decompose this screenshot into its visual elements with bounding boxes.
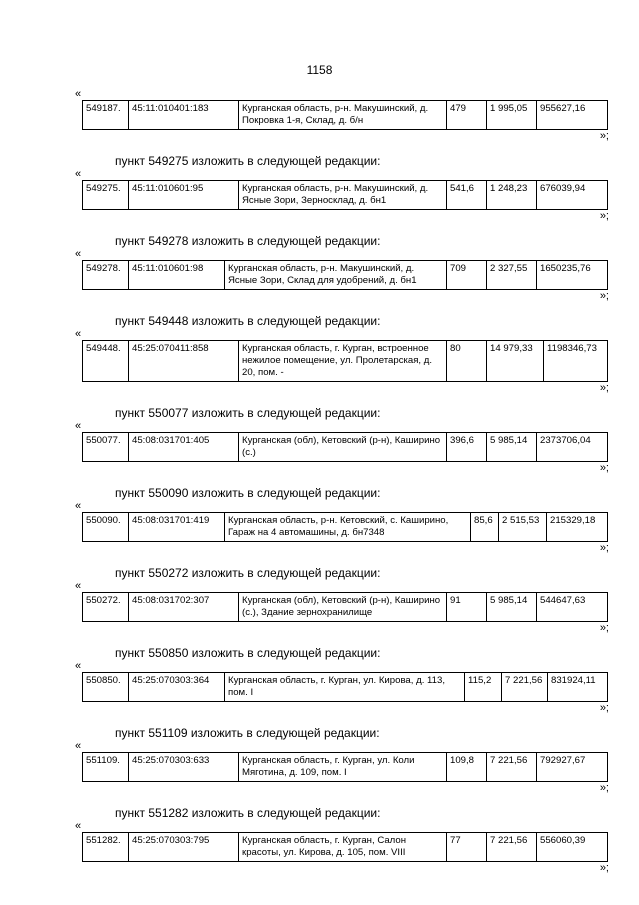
cadastral-number-cell: 45:25:070303:633	[129, 753, 239, 782]
amendment-instruction: пункт 550090 изложить в следующей редакции:	[115, 486, 381, 500]
address-cell: Курганская область, г. Курган, ул. Кирова, д. 113, пом. I	[225, 673, 465, 702]
address-cell: Курганская область, г. Курган, ул. Коли Мяготина, д. 109, пом. I	[239, 753, 447, 782]
close-quote: »;	[599, 382, 609, 394]
area-cell: 541,6	[447, 181, 487, 210]
cadastral-number-cell: 45:11:010401:183	[129, 101, 239, 130]
cadastral-value-cell: 215329,18	[547, 513, 608, 542]
item-number-cell: 550090.	[83, 513, 129, 542]
cadastral-value-cell: 556060,39	[537, 833, 608, 862]
area-cell: 479	[447, 101, 487, 130]
property-table	[82, 832, 608, 862]
cadastral-number-cell: 45:25:070303:795	[129, 833, 239, 862]
area-cell: 709	[447, 261, 487, 290]
table-row	[83, 433, 608, 462]
cadastral-price-cell: 1 248,23	[487, 181, 537, 210]
amendment-instruction: пункт 549275 изложить в следующей редакции:	[115, 154, 381, 168]
open-quote: «	[75, 248, 82, 260]
close-quote: »;	[599, 130, 609, 142]
area-cell: 91	[447, 593, 487, 622]
cadastral-number-cell: 45:11:010601:95	[129, 181, 239, 210]
property-table	[82, 432, 608, 462]
area-cell: 77	[447, 833, 487, 862]
table-row	[83, 261, 608, 290]
cadastral-number-cell: 45:08:031701:419	[129, 513, 225, 542]
table-row	[83, 593, 608, 622]
cadastral-number-cell: 45:11:010601:98	[129, 261, 225, 290]
amendment-instruction: пункт 551109 изложить в следующей редакции:	[115, 726, 380, 740]
page-number: 1158	[306, 63, 333, 77]
property-table	[82, 180, 608, 210]
cadastral-price-cell: 7 221,56	[502, 673, 548, 702]
item-number-cell: 551109.	[83, 753, 129, 782]
area-cell: 115,2	[465, 673, 502, 702]
item-number-cell: 550077.	[83, 433, 129, 462]
item-number-cell: 549278.	[83, 261, 129, 290]
amendment-instruction: пункт 550850 изложить в следующей редакции:	[115, 646, 381, 660]
cadastral-price-cell: 7 221,56	[487, 753, 537, 782]
cadastral-price-cell: 5 985,14	[487, 593, 537, 622]
cadastral-value-cell: 544647,63	[537, 593, 608, 622]
address-cell: Курганская область, р-н. Макушинский, д. Ясные Зори, Зерносклад, д. бн1	[239, 181, 447, 210]
close-quote: »;	[599, 702, 609, 714]
open-quote: «	[75, 820, 82, 832]
document-body	[0, 88, 639, 876]
table-row	[83, 181, 608, 210]
cadastral-price-cell: 2 327,55	[487, 261, 537, 290]
cadastral-value-cell: 1198346,73	[544, 341, 608, 382]
property-table	[82, 592, 608, 622]
open-quote: «	[75, 420, 82, 432]
amendment-instruction: пункт 550272 изложить в следующей редакции:	[115, 566, 381, 580]
address-cell: Курганская область, р-н. Макушинский, д. Покровка 1-я, Склад, д. б/н	[239, 101, 447, 130]
area-cell: 85,6	[471, 513, 499, 542]
cadastral-price-cell: 5 985,14	[487, 433, 537, 462]
area-cell: 109,8	[447, 753, 487, 782]
item-number-cell: 549187.	[83, 101, 129, 130]
table-row	[83, 341, 608, 382]
table-row	[83, 753, 608, 782]
cadastral-price-cell: 1 995,05	[487, 101, 537, 130]
cadastral-value-cell: 955627,16	[537, 101, 608, 130]
cadastral-value-cell: 1650235,76	[537, 261, 608, 290]
open-quote: «	[75, 660, 82, 672]
property-table	[82, 340, 608, 382]
table-row	[83, 101, 608, 130]
cadastral-value-cell: 2373706,04	[537, 433, 608, 462]
open-quote: «	[75, 500, 82, 512]
close-quote: »;	[599, 782, 609, 794]
open-quote: «	[75, 88, 82, 100]
amendment-instruction: пункт 549278 изложить в следующей редакции:	[115, 234, 381, 248]
cadastral-price-cell: 14 979,33	[487, 341, 544, 382]
cadastral-number-cell: 45:25:070303:364	[129, 673, 225, 702]
table-row	[83, 673, 608, 702]
property-table	[82, 100, 608, 130]
open-quote: «	[75, 740, 82, 752]
open-quote: «	[75, 328, 82, 340]
table-row	[83, 513, 608, 542]
amendment-instruction: пункт 549448 изложить в следующей редакции:	[115, 314, 381, 328]
close-quote: »;	[599, 462, 609, 474]
cadastral-number-cell: 45:25:070411:858	[129, 341, 239, 382]
open-quote: «	[75, 580, 82, 592]
amendment-instruction: пункт 550077 изложить в следующей редакции:	[115, 406, 381, 420]
address-cell: Курганская область, г. Курган, встроенное нежилое помещение, ул. Пролетарская, д. 20, пом. -	[239, 341, 447, 382]
property-table	[82, 752, 608, 782]
item-number-cell: 550850.	[83, 673, 129, 702]
cadastral-number-cell: 45:08:031701:405	[129, 433, 239, 462]
address-cell: Курганская (обл), Кетовский (р-н), Каширино (с.), Здание зернохранилище	[239, 593, 447, 622]
table-row	[83, 833, 608, 862]
close-quote: »;	[599, 290, 609, 302]
address-cell: Курганская область, р-н. Макушинский, д. Ясные Зори, Склад для удобрений, д. бн1	[225, 261, 447, 290]
property-table	[82, 512, 608, 542]
area-cell: 80	[447, 341, 487, 382]
item-number-cell: 550272.	[83, 593, 129, 622]
open-quote: «	[75, 168, 82, 180]
amendment-instruction: пункт 551282 изложить в следующей редакции:	[115, 806, 381, 820]
item-number-cell: 549275.	[83, 181, 129, 210]
cadastral-price-cell: 2 515,53	[499, 513, 547, 542]
cadastral-value-cell: 792927,67	[537, 753, 608, 782]
address-cell: Курганская (обл), Кетовский (р-н), Каширино (с.)	[239, 433, 447, 462]
property-table	[82, 672, 608, 702]
close-quote: »;	[599, 542, 609, 554]
close-quote: »;	[599, 622, 609, 634]
cadastral-number-cell: 45:08:031702:307	[129, 593, 239, 622]
close-quote: »;	[599, 862, 609, 874]
area-cell: 396,6	[447, 433, 487, 462]
item-number-cell: 549448.	[83, 341, 129, 382]
cadastral-value-cell: 831924,11	[548, 673, 608, 702]
close-quote: »;	[599, 210, 609, 222]
property-table	[82, 260, 608, 290]
item-number-cell: 551282.	[83, 833, 129, 862]
address-cell: Курганская область, г. Курган, Салон красоты, ул. Кирова, д. 105, пом. VIII	[239, 833, 447, 862]
cadastral-price-cell: 7 221,56	[487, 833, 537, 862]
cadastral-value-cell: 676039,94	[537, 181, 608, 210]
address-cell: Курганская область, р-н. Кетовский, с. Каширино, Гараж на 4 автомашины, д. бн7348	[225, 513, 471, 542]
